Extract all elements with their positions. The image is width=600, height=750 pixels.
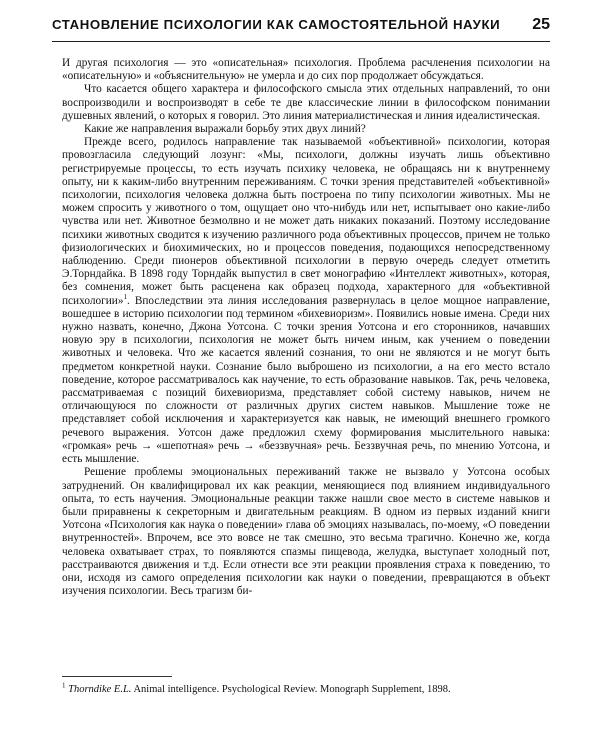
footnote-text: Animal intelligence. Psychological Review. Monograph Supplement, 1898. [133, 684, 451, 695]
paragraph: Что касается общего характера и философского смысла этих отдельных направлений, то они воспроизводили и воспроизводят в себе те две классические линии в философском понимании душевных явлений, о которых я говорил. Это линия материалистическая и линия идеалистическая. [62, 83, 550, 122]
paragraph: И другая психология — это «описательная» психология. Проблема расчленения психологии на «описательную» и «объяснительную» не умерла и до сих пор продолжает обсуждаться. [62, 57, 550, 83]
paragraph-text: Впоследствии эта линия исследования развернулась в целое мощное направление, вошедшее в историю психологии под термином «бихевиоризм». Появились новые имена. Среди них нужно назвать, конечно, Джона Уотсона. С точки зрения Уотсона и его сторонников, начавших новую эру в психологии, психология не может быть ничем иным, как учением о поведении животных и человека. Что же касается явлений сознания, то они не являются и не могут быть предметом конкретной науки. Сознание было выброшено из психологии, а на его место встало поведение, которое рассматривалось как научение, то есть образование навыков. Так, речь человека, рассматриваемая с позиций бихевиоризма, представляет собой систему навыков, ничем не отличающуюся по сложности от различных других систем навыков. Мышление тоже не представляет собой исключения и характеризуется как навык, не имеющий внешнего громкого речевого выражения. Уотсон даже предложил схему формирования мыслительного навыка: «громкая» речь → «шепотная» речь → «беззвучная» речь. Беззвучная речь, по мнению Уотсона, и есть мышление. [62, 294, 550, 466]
running-head-title: СТАНОВЛЕНИЕ ПСИХОЛОГИИ КАК САМОСТОЯТЕЛЬНОЙ НАУКИ [52, 17, 501, 32]
footnote [62, 683, 550, 696]
paragraph: Прежде всего, родилось направление так называемой «объективной» психологии, которая провозгласила следующий лозунг: «Мы, психологи, должны изучать лишь объективно регистрируемые процессы, то есть изучать психику человека, не обращаясь ни к внутреннему опыту, ни к каким-либо внутренним переживаниям. С точки зрения представителей «объективной» психологии, психология человека должна быть построена по типу психологии животных. Мы не можем спросить у животного о том, ощущает оно что-нибудь или нет, испытывает оно какие-либо чувства или нет. Животное безмолвно и не может дать никаких показаний. Поэтому исследование психики животных сводится к изучению различного рода объективных процессов, причем не только физиологических и биохимических, но и процессов поведения, подающихся непосредственному наблюдению. Среди пионеров объективной психологии в первую очередь следует отметить Э.Торндайка. В 1898 году Торндайк выпустил в свет монографию «Интеллект животных», которая, без сомнения, может быть расценена как образец подхода, характерного для «объективной психологии»$^1$. Впоследствии эта линия исследования развернулась в целое мощное направление, вошедшее в историю психологии под термином «бихевиоризм». Появились новые имена. Среди них нужно назвать, конечно, Джона Уотсона. С точки зрения Уотсона и его сторонников, начавших новую эру в психологии, психология не может быть ничем иным, как учением о поведении животных и человека. Что же касается явлений сознания, то они не являются и не могут быть предметом конкретной науки. Сознание было выброшено из психологии, а на его место встало поведение, которое рассматривалось как научение, то есть образование навыков. Так, речь человека, рассматриваемая с позиций бихевиоризма, представляет собой систему навыков, ничем не отличающуюся по сложности от различных других систем навыков. Мышление тоже не представляет собой исключения и характеризуется как навык, не имеющий внешнего громкого речевого выражения. Уотсон даже предложил схему формирования мыслительного навыка: «громкая» речь → «шепотная» речь → «беззвучная» речь. Беззвучная речь, по мнению Уотсона, и есть мышление. [62, 136, 550, 466]
body-text [62, 57, 550, 598]
footnote-marker: 1 [62, 681, 66, 690]
footnote-author: Thorndike E.L. [68, 684, 132, 695]
header-rule [52, 41, 550, 42]
running-head [52, 16, 550, 38]
paragraph: Решение проблемы эмоциональных переживаний также не вызвало у Уотсона особых затруднений. Он квалифицировал их как реакции, меняющиеся под влиянием индивидуального опыта, то есть научения. Эмоциональные реакции также нашли свое место в системе навыков и были приравнены к секреторным и двигательным реакциям. В одном из первых изданий книги Уотсона «Психология как наука о поведении» глава об эмоциях называлась, по-моему, «О поведении внутренностей». Впрочем, все это вовсе не так смешно, это весьма трагично. Конечно же, когда человека охватывает страх, то появляются спазмы пищевода, желудка, выступает холодный пот, расстраиваются движения и т.д. Если отнести все эти реакции проявления страха к поведению, то они, исходя из самого определения психологии как науки о поведении, превращаются в объект изучения психологии. Весь трагизм би- [62, 466, 550, 598]
paragraph-text: Прежде всего, родилось направление так называемой «объективной» психологии, которая провозгласила следующий лозунг: «Мы, психологи, должны изучать лишь объективно регистрируемые процессы, то есть изучать психику человека, не обращаясь ни к внутреннему опыту, ни к каким-либо внутренним переживаниям. С точки зрения представителей «объективной» психологии, психология человека должна быть построена по типу психологии животных. Мы не можем спросить у животного о том, ощущает оно что-нибудь или нет, испытывает оно какие-либо чувства или нет. Животное безмолвно и не может дать никаких показаний. Поэтому исследование психики животных сводится к изучению различного рода объективных процессов, причем не только физиологических и биохимических, но и процессов поведения, подающихся непосредственному наблюдению. Среди пионеров объективной психологии в первую очередь следует отметить Э.Торндайка. В 1898 году Торндайк выпустил в свет монографию «Интеллект животных», которая, без сомнения, может быть расценена как образец подхода, характерного для «объективной психологии» [62, 136, 550, 307]
page-number: 25 [532, 16, 550, 33]
footnote-reference: 1 [123, 292, 127, 301]
footnote-rule [62, 676, 172, 677]
paragraph: Какие же направления выражали борьбу этих двух линий? [84, 123, 366, 136]
